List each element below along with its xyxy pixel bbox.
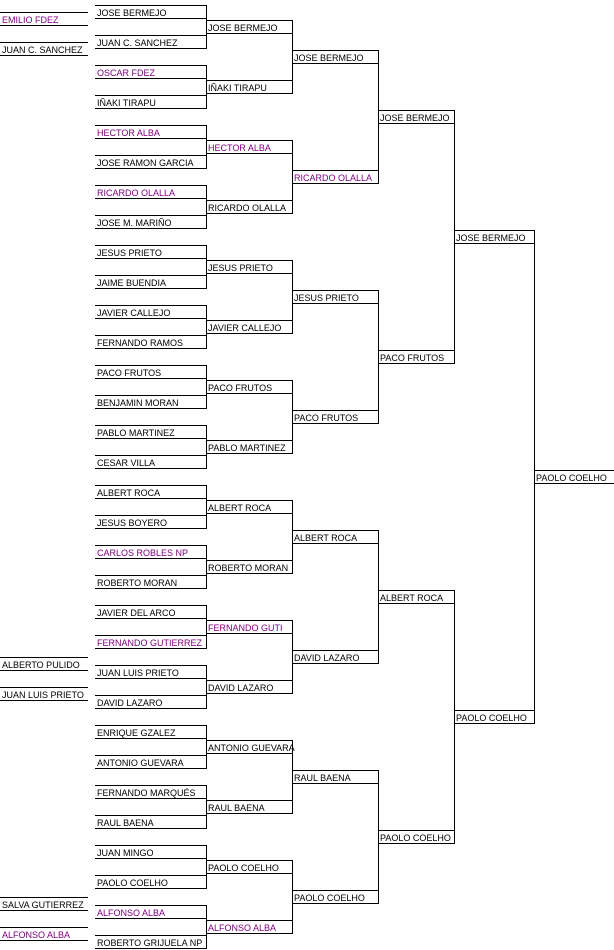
round-2-player: HECTOR ALBA <box>206 140 292 154</box>
round-1-player: ALBERT ROCA <box>95 485 206 499</box>
round-1-player: JUAN C. SANCHEZ <box>95 35 206 49</box>
round-3-player: PACO FRUTOS <box>292 410 378 424</box>
round-2-player: DAVID LAZARO <box>206 680 292 694</box>
round-1-player: IÑAKI TIRAPU <box>95 95 206 109</box>
round-2-player: JOSE BERMEJO <box>206 20 292 34</box>
round-1-player: JAIME BUENDIA <box>95 275 206 289</box>
round-1-player: RAUL BAENA <box>95 815 206 829</box>
round-1-player: PABLO MARTINEZ <box>95 425 206 439</box>
round-4-player: ALBERT ROCA <box>378 590 454 604</box>
qualifying-player: JUAN C. SANCHEZ <box>0 42 88 56</box>
round-4-player: PAOLO COELHO <box>378 830 454 844</box>
round-2-player: ALFONSO ALBA <box>206 920 292 934</box>
round-1-player: CARLOS ROBLES NP <box>95 545 206 559</box>
round-1-player: JUAN MINGO <box>95 845 206 859</box>
round-2-player: PABLO MARTINEZ <box>206 440 292 454</box>
round-1-player: JUAN LUIS PRIETO <box>95 665 206 679</box>
round-2-player: ROBERTO MORAN <box>206 560 292 574</box>
round-1-player: RICARDO OLALLA <box>95 185 206 199</box>
round-1-player: ANTONIO GUEVARA <box>95 755 206 769</box>
round-1-player: JESUS PRIETO <box>95 245 206 259</box>
round-1-player: JOSE RAMON GARCIA <box>95 155 206 169</box>
round-1-player: BENJAMIN MORAN <box>95 395 206 409</box>
round-1-player: JOSE BERMEJO <box>95 5 206 19</box>
round-2-player: JAVIER CALLEJO <box>206 320 292 334</box>
round-3-player: JOSE BERMEJO <box>292 50 378 64</box>
round-2-player: RAUL BAENA <box>206 800 292 814</box>
round-6-player: PAOLO COELHO <box>534 470 614 484</box>
round-3-player: JESUS PRIETO <box>292 290 378 304</box>
round-4-player: JOSE BERMEJO <box>378 110 454 124</box>
round-2-player: FERNANDO GUTI <box>206 620 292 634</box>
round-1-player: JESUS BOYERO <box>95 515 206 529</box>
round-1-player: ROBERTO MORAN <box>95 575 206 589</box>
round-1-player: FERNANDO GUTIERREZ <box>95 635 206 649</box>
round-2-player: JESUS PRIETO <box>206 260 292 274</box>
qualifying-player: ALFONSO ALBA <box>0 927 88 941</box>
round-1-player: PACO FRUTOS <box>95 365 206 379</box>
round-1-player: ALFONSO ALBA <box>95 905 206 919</box>
qualifying-player: SALVA GUTIERREZ <box>0 897 88 911</box>
round-4-player: PACO FRUTOS <box>378 350 454 364</box>
round-3-player: ALBERT ROCA <box>292 530 378 544</box>
round-2-player: IÑAKI TIRAPU <box>206 80 292 94</box>
round-1-player: PAOLO COELHO <box>95 875 206 889</box>
qualifying-player: ALBERTO PULIDO <box>0 657 88 671</box>
round-3-player: PAOLO COELHO <box>292 890 378 904</box>
round-5-player: PAOLO COELHO <box>454 710 534 724</box>
round-1-player: JOSE M. MARIÑO <box>95 215 206 229</box>
round-1-player: JAVIER CALLEJO <box>95 305 206 319</box>
round-1-player: HECTOR ALBA <box>95 125 206 139</box>
round-1-player: JAVIER DEL ARCO <box>95 605 206 619</box>
round-5-player: JOSE BERMEJO <box>454 230 534 244</box>
round-2-player: ALBERT ROCA <box>206 500 292 514</box>
round-3-player: DAVID LAZARO <box>292 650 378 664</box>
round-2-player: PAOLO COELHO <box>206 860 292 874</box>
round-1-player: DAVID LAZARO <box>95 695 206 709</box>
round-2-player: PACO FRUTOS <box>206 380 292 394</box>
round-1-player: OSCAR FDEZ <box>95 65 206 79</box>
round-2-player: RICARDO OLALLA <box>206 200 292 214</box>
qualifying-player: JUAN LUIS PRIETO <box>0 687 88 701</box>
round-1-player: ENRIQUE GZALEZ <box>95 725 206 739</box>
round-1-player: CESAR VILLA <box>95 455 206 469</box>
qualifying-player: EMILIO FDEZ <box>0 12 88 26</box>
round-1-player: FERNANDO RAMOS <box>95 335 206 349</box>
round-1-player: FERNANDO MARQUÉS <box>95 785 206 799</box>
round-1-player: ROBERTO GRIJUELA NP <box>95 935 206 949</box>
round-2-player: ANTONIO GUEVARA <box>206 740 292 754</box>
round-3-player: RAUL BAENA <box>292 770 378 784</box>
round-3-player: RICARDO OLALLA <box>292 170 378 184</box>
